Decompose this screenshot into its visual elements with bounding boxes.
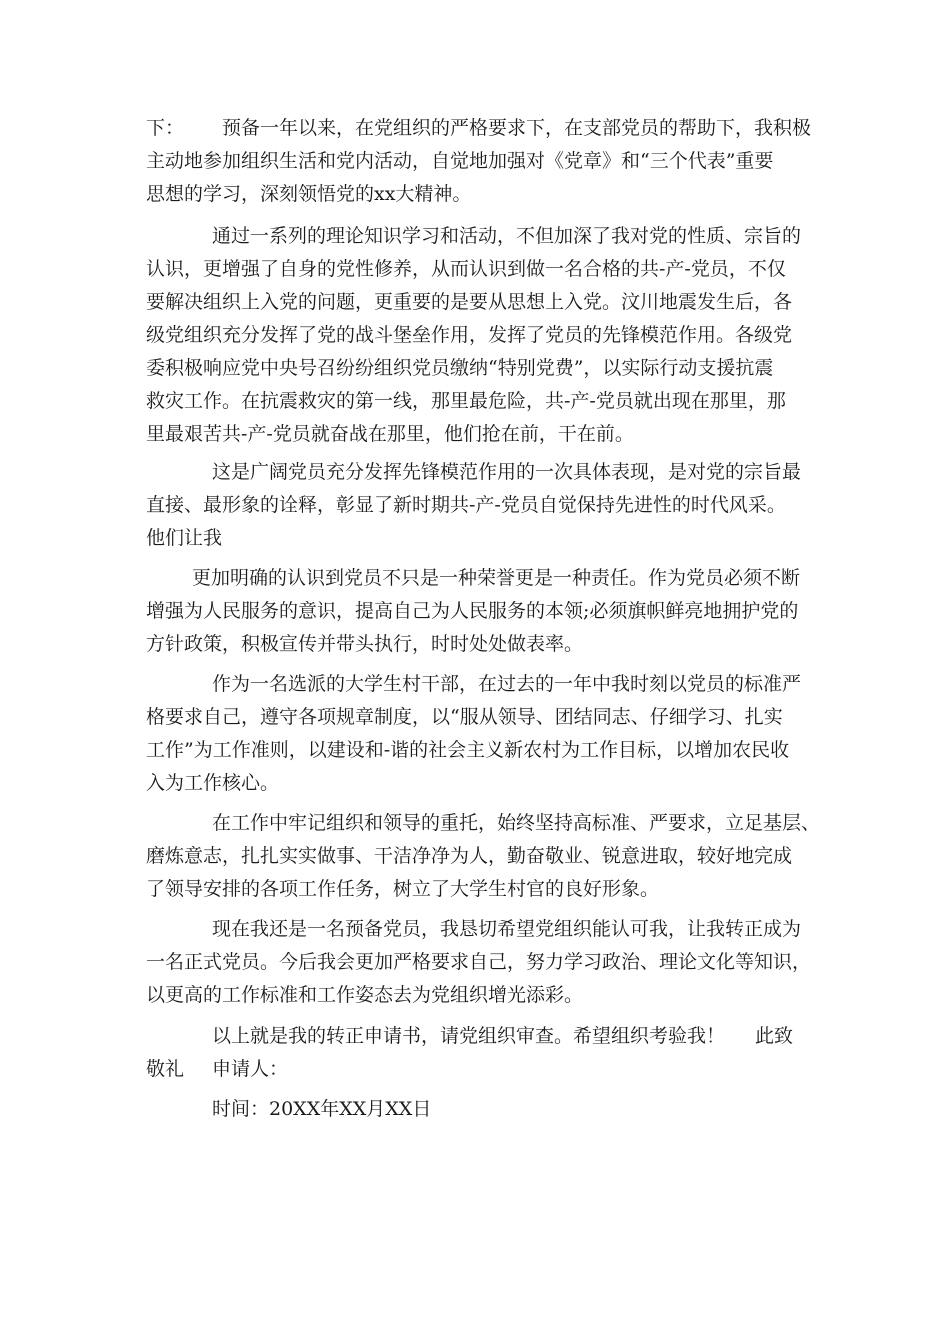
paragraph-line: 作为一名选派的大学生村干部，在过去的一年中我时刻以党员的标准严 <box>212 673 802 695</box>
paragraph-6 <box>146 807 836 906</box>
paragraph-line: 救灾工作。在抗震救灾的第一线，那里最危险，共-产-党员就出现在那里，那 <box>146 390 786 412</box>
paragraph-line: 思想的学习，深刻领悟党的xx大精神。 <box>146 183 472 205</box>
paragraph-line: 要解决组织上入党的问题，更重要的是要从思想上入党。汶川地震发生后，各 <box>146 291 793 313</box>
paragraph-line: 以更高的工作标准和工作姿态去为党组织增光添彩。 <box>146 984 584 1006</box>
date-text: 时间：20XX年XX月XX日 <box>212 1098 432 1120</box>
paragraph-2 <box>146 220 836 451</box>
salute-text: 此致 <box>755 1025 794 1047</box>
date-line <box>146 1093 836 1126</box>
lead-text: 下： <box>146 117 185 139</box>
paragraph-line: 格要求自己，遵守各项规章制度，以“服从领导、团结同志、仔细学习、扎实 <box>146 706 783 728</box>
paragraph-line: 通过一系列的理论知识学习和活动，不但加深了我对党的性质、宗旨的 <box>212 225 802 247</box>
paragraph-line: 他们让我 <box>146 527 223 549</box>
paragraph-line: 现在我还是一名预备党员，我恳切希望党组织能认可我，让我转正成为 <box>212 918 802 940</box>
paragraph-3 <box>146 456 836 555</box>
paragraph-line: 在工作中牢记组织和领导的重托，始终坚持高标准、严要求，立足基层、 <box>212 812 821 834</box>
paragraph-7 <box>146 913 836 1012</box>
paragraph-line: 增强为人民服务的意识，提高自己为人民服务的本领;必须旗帜鲜亮地拥护党的 <box>146 600 799 622</box>
paragraph-line: 方针政策，积极宣传并带头执行，时时处处做表率。 <box>146 633 584 655</box>
paragraph-line: 以上就是我的转正申请书，请党组织审查。希望组织考验我！ 此致 <box>212 1025 794 1047</box>
paragraph-line: 了领导安排的各项工作任务，树立了大学生村官的良好形象。 <box>146 878 660 900</box>
paragraph-line: 级党组织充分发挥了党的战斗堡垒作用，发挥了党员的先锋模范作用。各级党 <box>146 324 793 346</box>
paragraph-closing <box>146 1020 836 1086</box>
paragraph-1 <box>146 112 836 211</box>
regards-text: 敬礼 <box>146 1058 185 1080</box>
paragraph-line: 工作”为工作准则，以建设和-谐的社会主义新农村为工作目标，以增加农民收 <box>146 739 790 761</box>
paragraph-line: 直接、最形象的诠释，彰显了新时期共-产-党员自觉保持先进性的时代风采。 <box>146 494 786 516</box>
paragraph-line: 更加明确的认识到党员不只是一种荣誉更是一种责任。作为党员必须不断 <box>192 567 801 589</box>
paragraph-line: 这是广阔党员充分发挥先锋模范作用的一次具体表现，是对党的宗旨最 <box>212 461 802 483</box>
paragraph-line: 委积极响应党中央号召纷纷组织党员缴纳“特别党费”，以实际行动支援抗震 <box>146 357 774 379</box>
paragraph-5 <box>146 668 836 800</box>
paragraph-line: 磨炼意志，扎扎实实做事、干洁净净为人，勤奋敬业、锐意进取，较好地完成 <box>146 845 793 867</box>
paragraph-line: 一名正式党员。今后我会更加严格要求自己，努力学习政治、理论文化等知识， <box>146 951 812 973</box>
paragraph-line: 认识，更增强了自身的党性修养，从而认识到做一名合格的共-产-党员，不仅 <box>146 258 786 280</box>
applicant-label: 申请人： <box>212 1058 289 1080</box>
paragraph-line <box>146 1053 836 1086</box>
paragraph-4 <box>146 562 836 661</box>
paragraph-line: 入为工作核心。 <box>146 772 280 794</box>
paragraph-line: 里最艰苦共-产-党员就奋战在那里，他们抢在前，干在前。 <box>146 423 634 445</box>
paragraph-line: 下： 预备一年以来，在党组织的严格要求下，在支部党员的帮助下，我积极 <box>146 117 812 139</box>
paragraph-line: 主动地参加组织生活和党内活动，自觉地加强对《党章》和“三个代表”重要 <box>146 150 774 172</box>
